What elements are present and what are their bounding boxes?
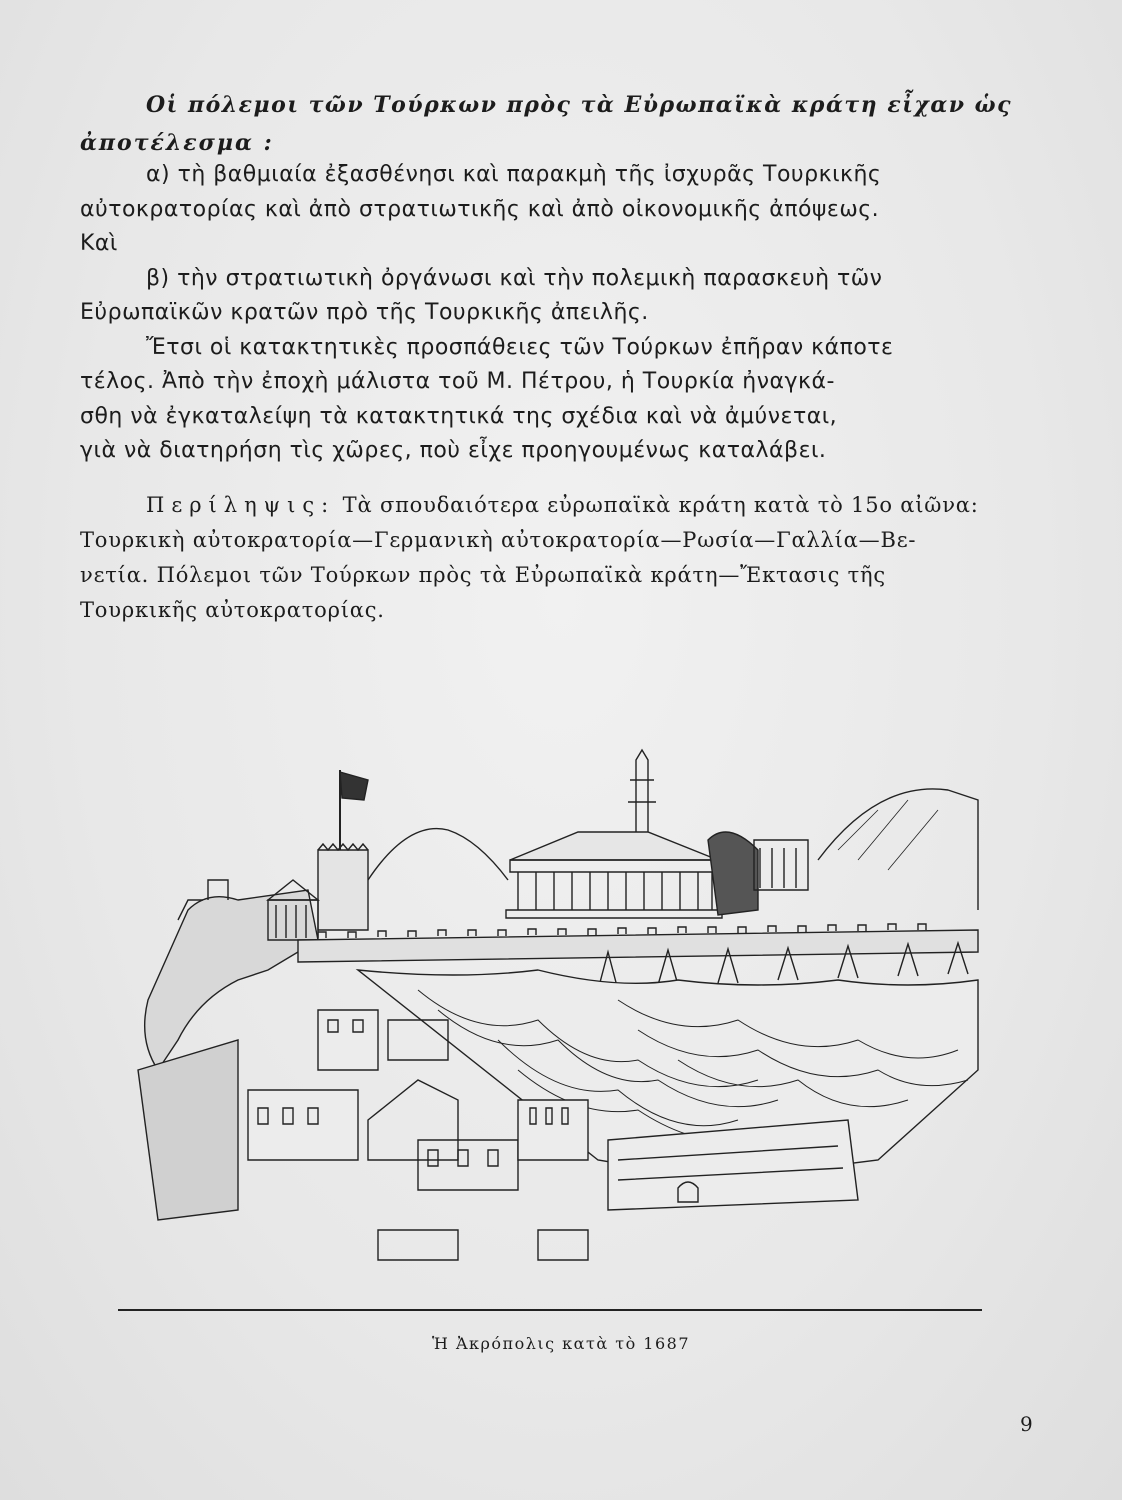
section-heading	[80, 86, 1040, 162]
summary-line: Τουρκικὴ αὐτοκρατορία—Γερμανικὴ αὐτοκρατορία—Ρωσία—Γαλλία—Βε-	[80, 528, 917, 552]
heading-line-1: Οἱ πόλεμοι τῶν Τούρκων πρὸς τὰ Εὐρωπαϊκὰ κράτη εἶχαν ὡς	[146, 92, 1013, 118]
body-line: σθη νὰ ἐγκαταλείψη τὰ κατακτητικά της σχέδια καὶ νὰ ἀμύνεται,	[80, 403, 838, 429]
body-line: γιὰ νὰ διατηρήση τὶς χῶρες, ποὺ εἶχε προηγουμένως καταλάβει.	[80, 438, 827, 463]
summary-line: Τουρκικῆς αὐτοκρατορίας.	[80, 598, 385, 622]
page-number: 9	[1020, 1412, 1033, 1436]
summary-text: Τὰ σπουδαιότερα εὐρωπαϊκὰ κράτη κατὰ τὸ 15ο αἰῶνα:	[335, 493, 979, 517]
body-line: β) τὴν στρατιωτικὴ ὀργάνωσι καὶ τὴν πολεμικὴ παρασκευὴ τῶν	[146, 265, 883, 291]
body-paragraphs	[80, 158, 1040, 469]
body-line: αὐτοκρατορίας καὶ ἀπὸ στρατιωτικῆς καὶ ἀπὸ οἰκονομικῆς ἀπόψεως.	[80, 196, 880, 222]
heading-line-2: ἀποτέλεσμα :	[80, 130, 274, 156]
summary-label: Περίληψις:	[146, 493, 336, 517]
figure-caption: Ἡ Ἀκρόπολις κατὰ τὸ 1687	[432, 1334, 690, 1353]
body-line: Καὶ	[80, 231, 118, 256]
body-line: Ἔτσι οἱ κατακτητικὲς προσπάθειες τῶν Τούρκων ἐπῆραν κάποτε	[146, 334, 894, 360]
acropolis-engraving	[118, 740, 982, 1318]
body-line: Εὐρωπαϊκῶν κρατῶν πρὸ τῆς Τουρκικῆς ἀπειλῆς.	[80, 300, 649, 325]
summary-paragraph	[80, 488, 1040, 628]
body-line: α) τὴ βαθμιαία ἐξασθένησι καὶ παρακμὴ τῆς ἰσχυρᾶς Τουρκικῆς	[146, 162, 882, 187]
summary-line: νετία. Πόλεμοι τῶν Τούρκων πρὸς τὰ Εὐρωπαϊκὰ κράτη—Ἔκτασις τῆς	[80, 563, 886, 587]
body-line: τέλος. Ἀπὸ τὴν ἐποχὴ μάλιστα τοῦ Μ. Πέτρου, ἡ Τουρκία ἠναγκά-	[80, 369, 835, 394]
